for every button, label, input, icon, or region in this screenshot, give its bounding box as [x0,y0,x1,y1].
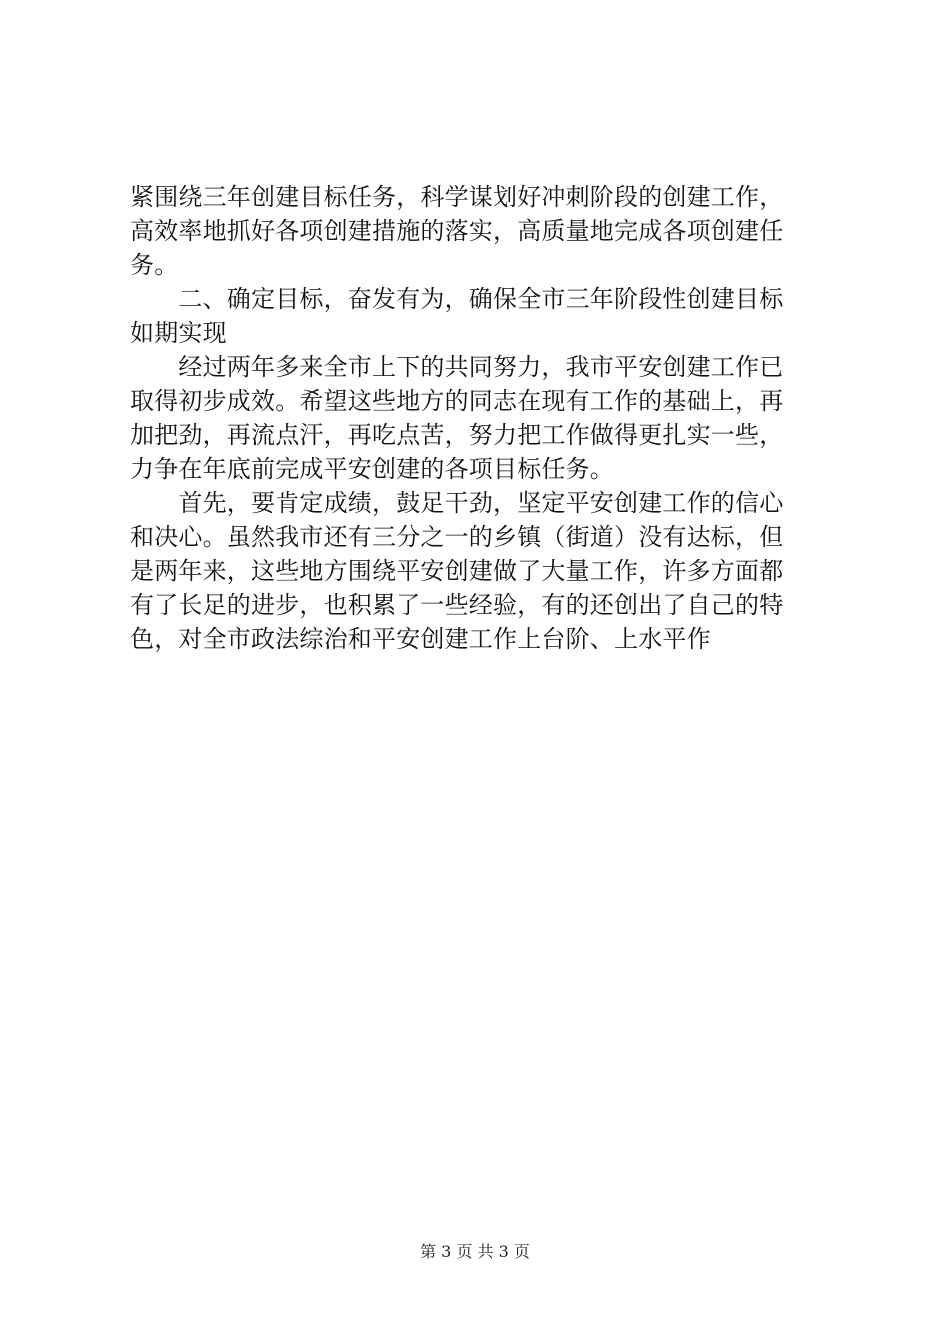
text-line: 首先，要肯定成绩，鼓足干劲，坚定平安创建工作的信心 [130,489,784,517]
text-line: 务。 [130,251,179,279]
text-line: 二、确定目标，奋发有为，确保全市三年阶段性创建目标 [130,285,784,313]
text-line: 高效率地抓好各项创建措施的落实，高质量地完成各项创建任 [130,217,784,245]
text-line: 力争在年底前完成平安创建的各项目标任务。 [130,455,614,483]
text-line: 经过两年多来全市上下的共同努力，我市平安创建工作已 [130,353,784,381]
text-line: 和决心。虽然我市还有三分之一的乡镇（街道）没有达标，但 [130,523,784,551]
text-line: 色，对全市政法综治和平安创建工作上台阶、上水平作 [130,625,711,653]
text-line: 是两年来，这些地方围绕平安创建做了大量工作，许多方面都 [130,557,784,585]
page-number-footer: 第 3 页 共 3 页 [420,1242,530,1261]
text-line: 如期实现 [130,319,227,347]
text-line: 加把劲，再流点汗，再吃点苦，努力把工作做得更扎实一些， [130,421,784,449]
body-text [130,180,830,656]
text-line: 紧围绕三年创建目标任务，科学谋划好冲刺阶段的创建工作， [130,183,784,211]
text-line: 有了长足的进步，也积累了一些经验，有的还创出了自己的特 [130,591,784,619]
text-line: 取得初步成效。希望这些地方的同志在现有工作的基础上，再 [130,387,784,415]
